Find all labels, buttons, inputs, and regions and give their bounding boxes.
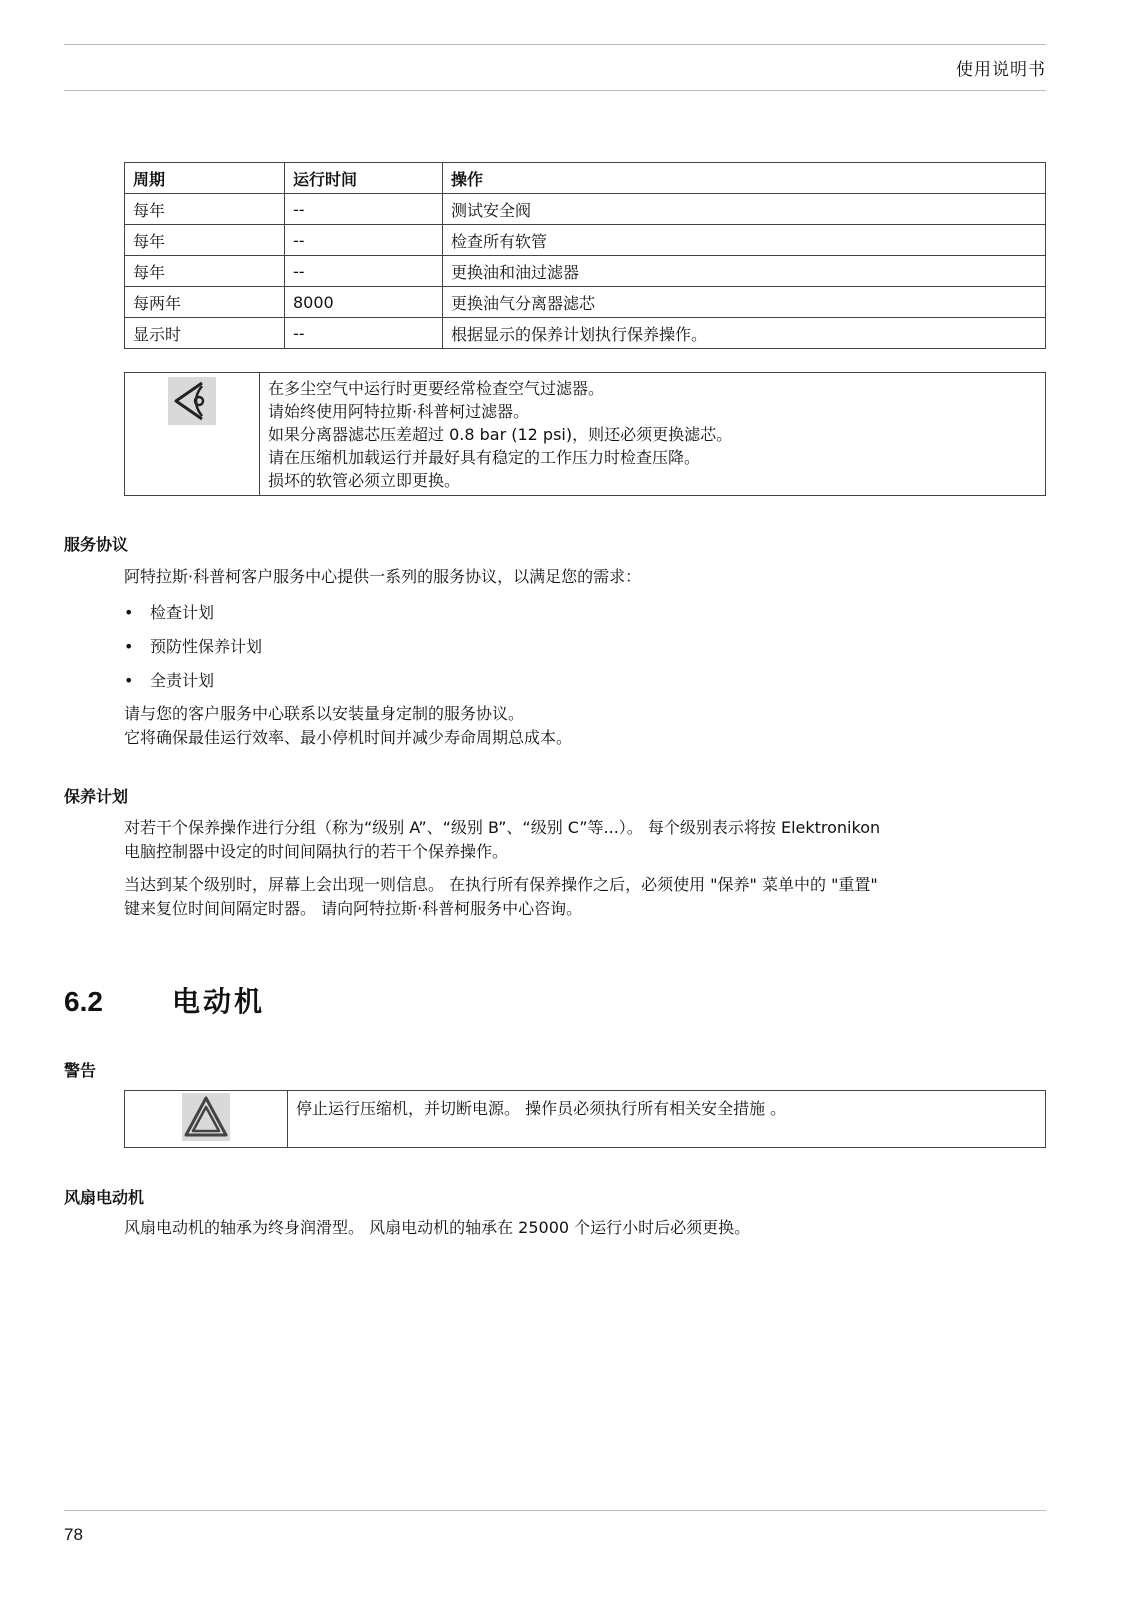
table-row [125, 287, 1046, 318]
paragraph-line: 对若干个保养操作进行分组（称为“级别 A”、“级别 B”、“级别 C”等...）。 每个级别表示将按 Elektronikon [124, 818, 881, 837]
section-title: 电动机 [172, 985, 266, 1018]
header-top-rule [64, 44, 1046, 45]
list-item-text: 预防性保养计划 [150, 637, 263, 656]
table-cell: 每两年 [125, 287, 285, 318]
warning-icon-cell [125, 1091, 288, 1147]
eye-icon [168, 377, 216, 429]
table-row [125, 318, 1046, 349]
table-row [125, 194, 1046, 225]
warning-text: 停止运行压缩机，并切断电源。 操作员必须执行所有相关安全措施 。 [296, 1099, 787, 1118]
table-cell: 显示时 [125, 318, 285, 349]
service-agreements-heading: 服务协议 [64, 535, 129, 554]
warning-triangle-icon [182, 1093, 230, 1145]
note-line: 在多尘空气中运行时更要经常检查空气过滤器。 [268, 379, 605, 398]
table-row [125, 256, 1046, 287]
column-header-action: 操作 [443, 163, 1046, 194]
column-header-period: 周期 [125, 163, 285, 194]
maintenance-plan-paragraph-2 [124, 873, 878, 921]
maintenance-table [124, 162, 1046, 349]
table-cell: 更换油和油过滤器 [443, 256, 1046, 287]
paragraph-line: 电脑控制器中设定的时间间隔执行的若干个保养操作。 [124, 842, 509, 861]
header-bottom-rule [64, 90, 1046, 91]
warning-heading: 警告 [64, 1061, 97, 1080]
note-box [124, 372, 1046, 496]
header-title: 使用说明书 [956, 60, 1046, 80]
table-row [125, 225, 1046, 256]
footer-rule [64, 1510, 1046, 1511]
paragraph-line: 它将确保最佳运行效率、最小停机时间并减少寿命周期总成本。 [124, 728, 573, 747]
section-heading [64, 980, 265, 1020]
table-cell: 8000 [285, 287, 443, 318]
paragraph-line: 当达到某个级别时，屏幕上会出现一则信息。 在执行所有保养操作之后，必须使用 "保养" 菜单中的 "重置" [124, 875, 878, 894]
list-item-text: 检查计划 [150, 603, 215, 622]
fan-motor-heading: 风扇电动机 [64, 1188, 145, 1207]
note-line: 损坏的软管必须立即更换。 [268, 471, 461, 490]
table-cell: 更换油气分离器滤芯 [443, 287, 1046, 318]
list-item: • 预防性保养计划 [124, 637, 263, 656]
table-cell: -- [285, 194, 443, 225]
section-number: 6.2 [64, 986, 103, 1017]
list-item: • 检查计划 [124, 603, 215, 622]
list-item-text: 全责计划 [150, 671, 215, 690]
note-text [260, 373, 740, 495]
maintenance-plan-paragraph-1 [124, 816, 880, 864]
table-cell: -- [285, 225, 443, 256]
paragraph-line: 请与您的客户服务中心联系以安装量身定制的服务协议。 [124, 704, 525, 723]
note-line: 请在压缩机加载运行并最好具有稳定的工作压力时检查压降。 [268, 448, 701, 467]
warning-box [124, 1090, 1046, 1148]
list-item: • 全责计划 [124, 671, 215, 690]
table-cell: 每年 [125, 225, 285, 256]
page-number: 78 [64, 1525, 83, 1544]
maintenance-plan-heading: 保养计划 [64, 787, 129, 806]
note-line: 如果分离器滤芯压差超过 0.8 bar (12 psi)，则还必须更换滤芯。 [268, 425, 733, 444]
paragraph-line: 键来复位时间间隔定时器。 请向阿特拉斯·科普柯服务中心咨询。 [124, 899, 583, 918]
note-line: 请始终使用阿特拉斯·科普柯过滤器。 [268, 402, 530, 421]
table-header-row [125, 163, 1046, 194]
table-cell: 每年 [125, 256, 285, 287]
table-cell: 测试安全阀 [443, 194, 1046, 225]
service-agreements-intro: 阿特拉斯·科普柯客户服务中心提供一系列的服务协议，以满足您的需求： [124, 567, 642, 586]
fan-motor-text: 风扇电动机的轴承为终身润滑型。 风扇电动机的轴承在 25000 个运行小时后必须更换。 [124, 1218, 751, 1237]
table-cell: -- [285, 256, 443, 287]
table-cell: 检查所有软管 [443, 225, 1046, 256]
service-agreements-closing [124, 702, 572, 750]
table-cell: -- [285, 318, 443, 349]
note-icon-cell [125, 373, 260, 495]
table-cell: 根据显示的保养计划执行保养操作。 [443, 318, 1046, 349]
table-cell: 每年 [125, 194, 285, 225]
column-header-running-hours: 运行时间 [285, 163, 443, 194]
